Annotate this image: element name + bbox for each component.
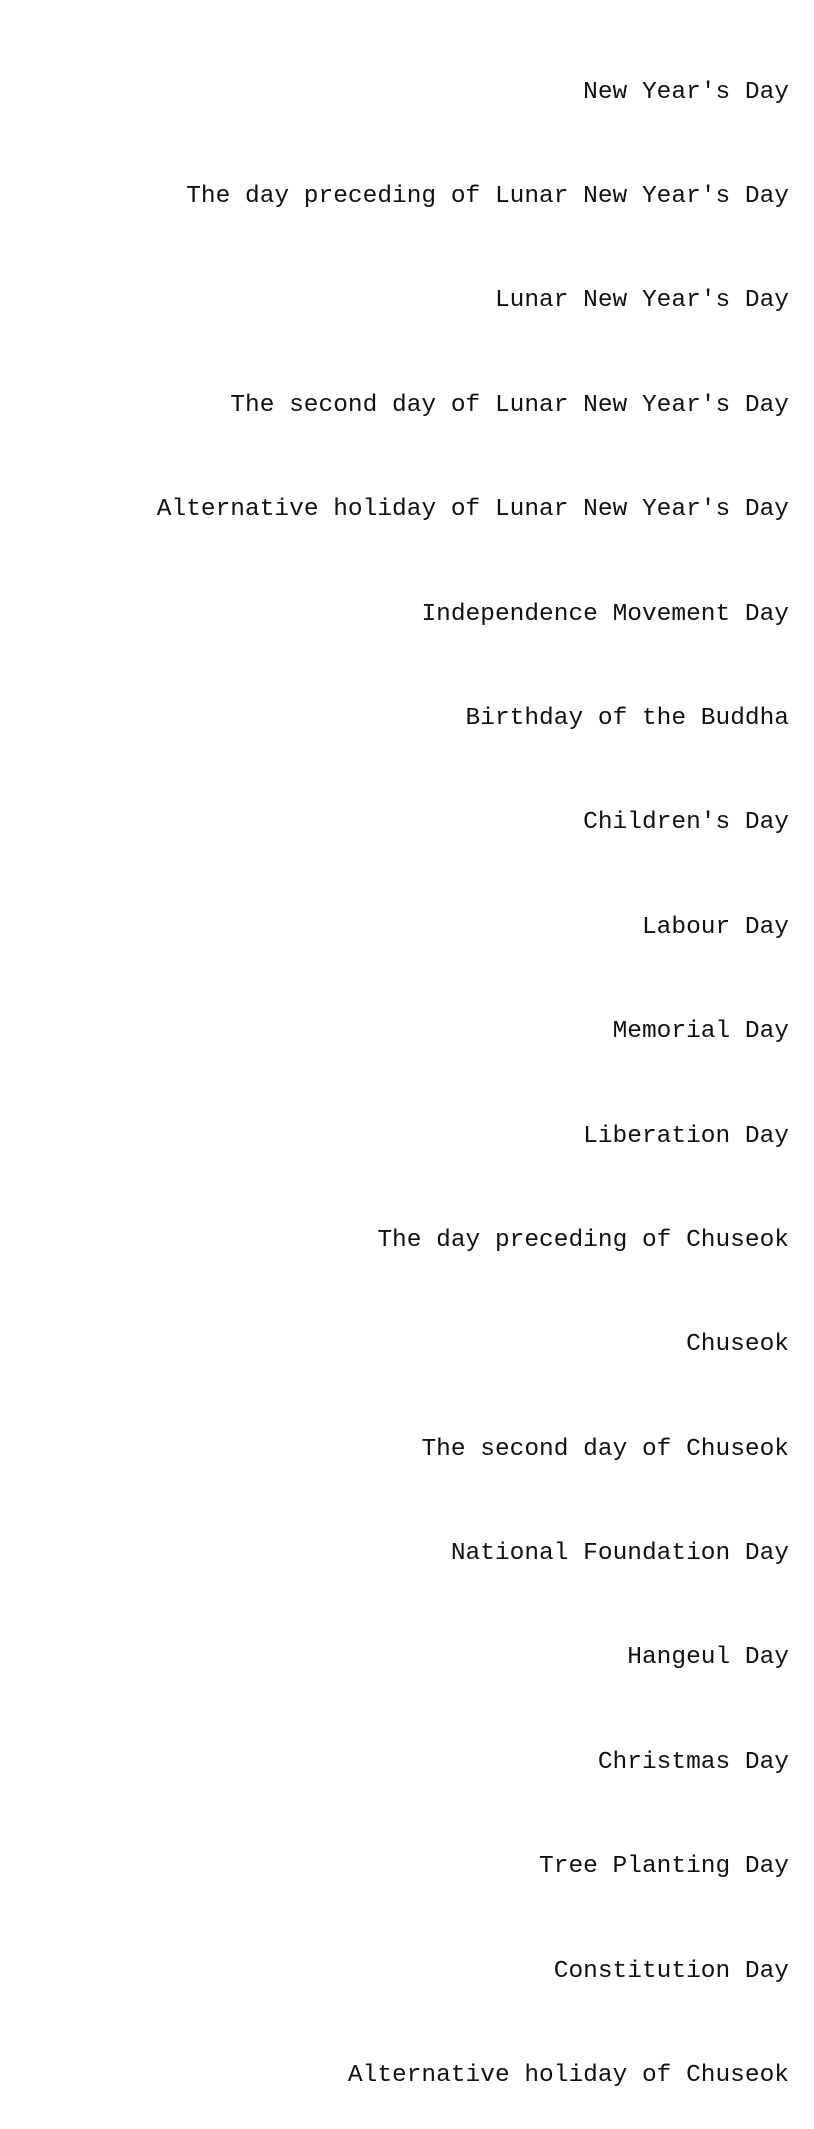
holiday-name: National Foundation Day	[450, 1540, 789, 1568]
holiday-name: Constitution Day	[553, 1957, 789, 1985]
holiday-name: Tree Planting Day	[539, 1853, 789, 1881]
holiday-name: Birthday of the Buddha	[465, 704, 789, 732]
holiday-name: New Year's Day	[583, 78, 789, 106]
holiday-name: The day preceding of Chuseok	[377, 1226, 789, 1254]
holiday-output-list	[0, 6, 789, 2129]
holiday-name: The second day of Lunar New Year's Day	[230, 391, 789, 419]
holiday-name: Chuseok	[686, 1331, 789, 1359]
holiday-name: Alternative holiday of Lunar New Year's Day	[156, 496, 789, 524]
holiday-name: Lunar New Year's Day	[494, 287, 789, 315]
holiday-name: Hangeul Day	[627, 1644, 789, 1672]
holiday-name: Labour Day	[641, 913, 789, 941]
holiday-name: The day preceding of Lunar New Year's Day	[186, 182, 789, 210]
holiday-name: The second day of Chuseok	[421, 1435, 789, 1463]
holiday-name: Alternative holiday of Chuseok	[347, 2062, 789, 2090]
holiday-name: Christmas Day	[597, 1748, 789, 1776]
holiday-name: Liberation Day	[583, 1122, 789, 1150]
holiday-name: Children's Day	[583, 809, 789, 837]
holiday-name: Memorial Day	[612, 1018, 789, 1046]
holiday-name: Independence Movement Day	[421, 600, 789, 628]
